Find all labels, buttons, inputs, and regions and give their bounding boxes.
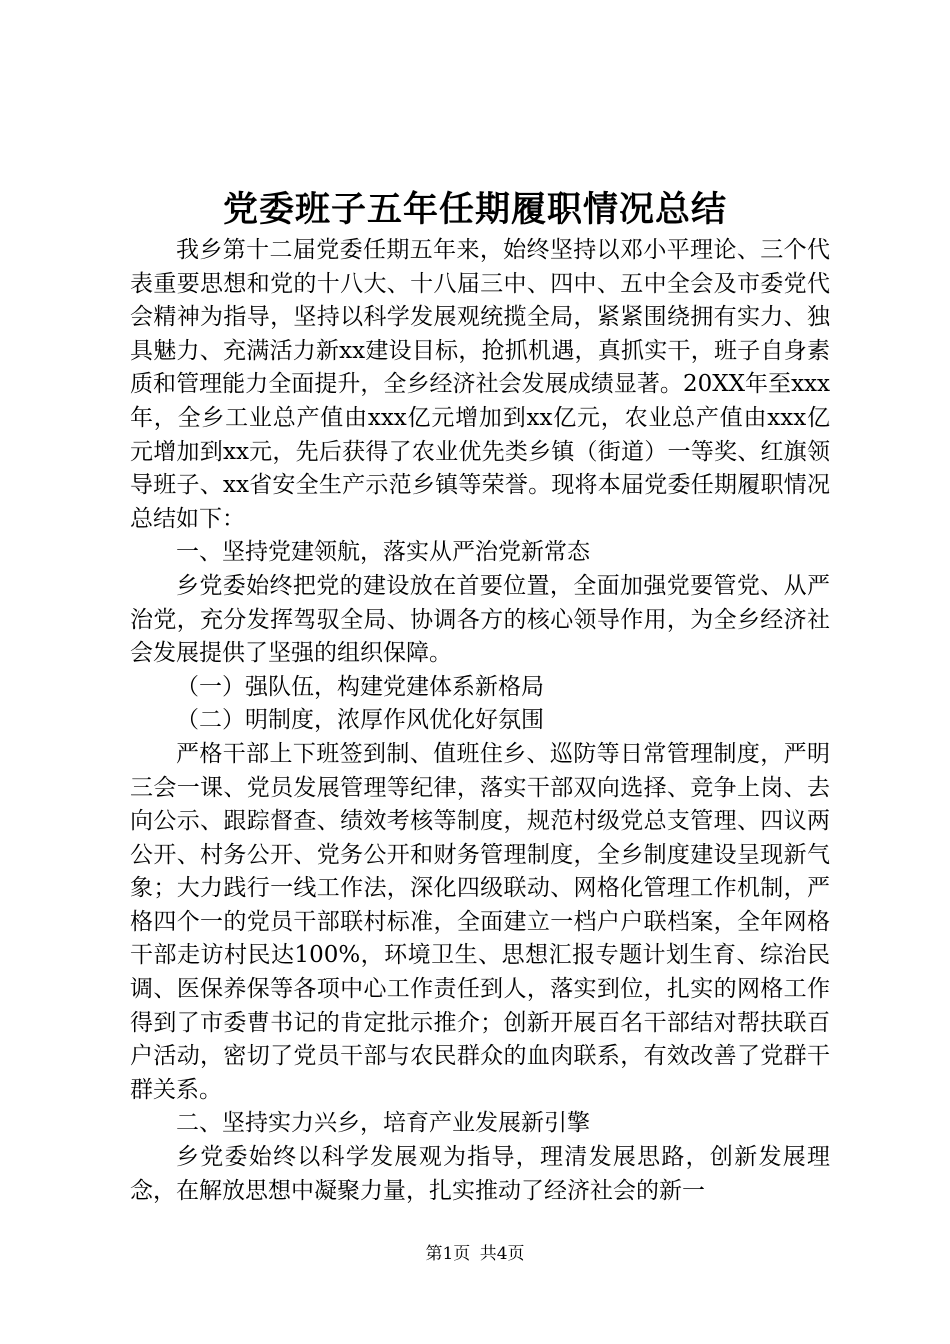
subsection-heading-1-2: （二）明制度，浓厚作风优化好氛围	[176, 707, 544, 734]
subsection-heading-1-1: （一）强队伍，构建党建体系新格局	[176, 673, 544, 700]
paragraph-section-1: 乡党委始终把党的建设放在首要位置，全面加强党要管党、从严治党，充分发挥驾驭全局、协调各方的核心领导作用，为全乡经济社会发展提供了坚强的组织保障。	[130, 572, 830, 667]
paragraph-intro: 我乡第十二届党委任期五年来，始终坚持以邓小平理论、三个代表重要思想和党的十八大、十八届三中、四中、五中全会及市委党代会精神为指导，坚持以科学发展观统揽全局，紧紧围绕拥有实力、独具魅力、充满活力新xx建设目标，抢抓机遇，真抓实干，班子自身素质和管理能力全面提升，全乡经济社会发展成绩显著。20XX年至xxx年，全乡工业总产值由xxx亿元增加到xx亿元，农业总产值由xxx亿元增加到xx元，先后获得了农业优先类乡镇（街道）一等奖、红旗领导班子、xx省安全生产示范乡镇等荣誉。现将本届党委任期履职情况总结如下：	[130, 237, 830, 532]
paragraph-section-2: 乡党委始终以科学发展观为指导，理清发展思路，创新发展理念，在解放思想中凝聚力量，扎实推动了经济社会的新一	[130, 1144, 830, 1204]
section-heading-1: 一、坚持党建领航，落实从严治党新常态	[176, 539, 590, 566]
page-number: 第1页	[425, 1244, 471, 1264]
page-footer	[0, 1242, 950, 1266]
document-body	[130, 234, 830, 1208]
page-total: 共4页	[479, 1244, 525, 1264]
paragraph-subsection-1-2: 严格干部上下班签到制、值班住乡、巡防等日常管理制度，严明三会一课、党员发展管理等纪律，落实干部双向选择、竞争上岗、去向公示、跟踪督查、绩效考核等制度，规范村级党总支管理、四议两公开、村务公开、党务公开和财务管理制度，全乡制度建设呈现新气象；大力践行一线工作法，深化四级联动、网格化管理工作机制，严格四个一的党员干部联村标准，全面建立一档户户联档案，全年网格干部走访村民达100%，环境卫生、思想汇报专题计划生育、综治民调、医保养保等各项中心工作责任到人，落实到位，扎实的网格工作得到了市委曹书记的肯定批示推介；创新开展百名干部结对帮扶联百户活动，密切了党员干部与农民群众的血肉联系，有效改善了党群干群关系。	[130, 740, 830, 1103]
section-heading-2: 二、坚持实力兴乡，培育产业发展新引擎	[176, 1110, 590, 1137]
document-title: 党委班子五年任期履职情况总结	[222, 189, 727, 230]
